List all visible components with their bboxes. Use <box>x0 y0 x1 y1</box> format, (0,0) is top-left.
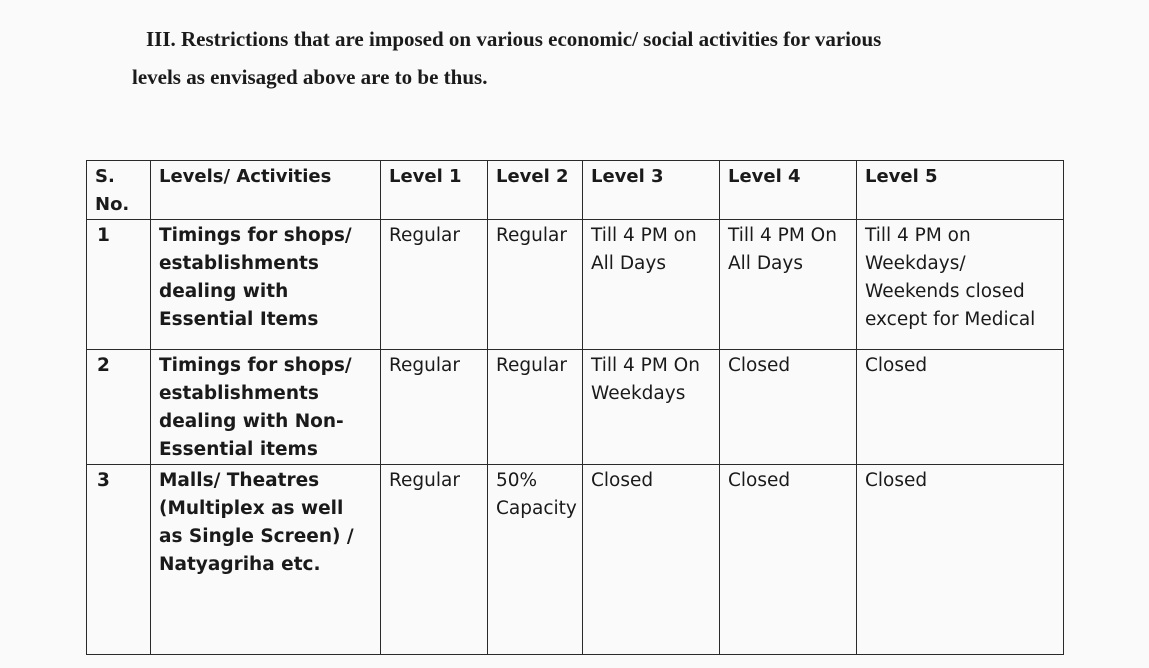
table-header-row <box>87 161 1064 220</box>
restrictions-table <box>86 160 1064 655</box>
table-row <box>87 220 1064 350</box>
row-level-2: Regular <box>488 350 583 465</box>
row-level-1: Regular <box>381 350 488 465</box>
row-level-3: Closed <box>583 465 720 655</box>
row-level-3: Till 4 PM on All Days <box>583 220 720 350</box>
header-level-2: Level 2 <box>488 161 583 220</box>
header-level-5: Level 5 <box>857 161 1064 220</box>
row-sno: 3 <box>87 465 151 655</box>
row-level-5: Closed <box>857 350 1064 465</box>
row-level-2: Regular <box>488 220 583 350</box>
row-level-4: Till 4 PM On All Days <box>720 220 857 350</box>
row-activity: Timings for shops/ establishments dealing with Essential Items <box>151 220 381 350</box>
row-activity: Malls/ Theatres (Multiplex as well as Single Screen) / Natyagriha etc. <box>151 465 381 655</box>
row-level-5: Till 4 PM on Weekdays/ Weekends closed except for Medical <box>857 220 1064 350</box>
table-row <box>87 465 1064 655</box>
table-row <box>87 350 1064 465</box>
row-sno: 2 <box>87 350 151 465</box>
row-level-1: Regular <box>381 220 488 350</box>
header-activities: Levels/ Activities <box>151 161 381 220</box>
header-level-3: Level 3 <box>583 161 720 220</box>
row-level-4: Closed <box>720 465 857 655</box>
header-level-1: Level 1 <box>381 161 488 220</box>
heading-line-1: III. Restrictions that are imposed on various economic/ social activities for various <box>146 27 882 51</box>
row-level-1: Regular <box>381 465 488 655</box>
row-level-2: 50% Capacity <box>488 465 583 655</box>
row-sno: 1 <box>87 220 151 350</box>
row-level-4: Closed <box>720 350 857 465</box>
row-level-5: Closed <box>857 465 1064 655</box>
row-level-3: Till 4 PM On Weekdays <box>583 350 720 465</box>
heading-line-2: levels as envisaged above are to be thus. <box>132 65 488 89</box>
header-level-4: Level 4 <box>720 161 857 220</box>
section-heading <box>132 20 1032 96</box>
row-activity: Timings for shops/ establishments dealing with Non-Essential items <box>151 350 381 465</box>
header-sno: S. No. <box>87 161 151 220</box>
